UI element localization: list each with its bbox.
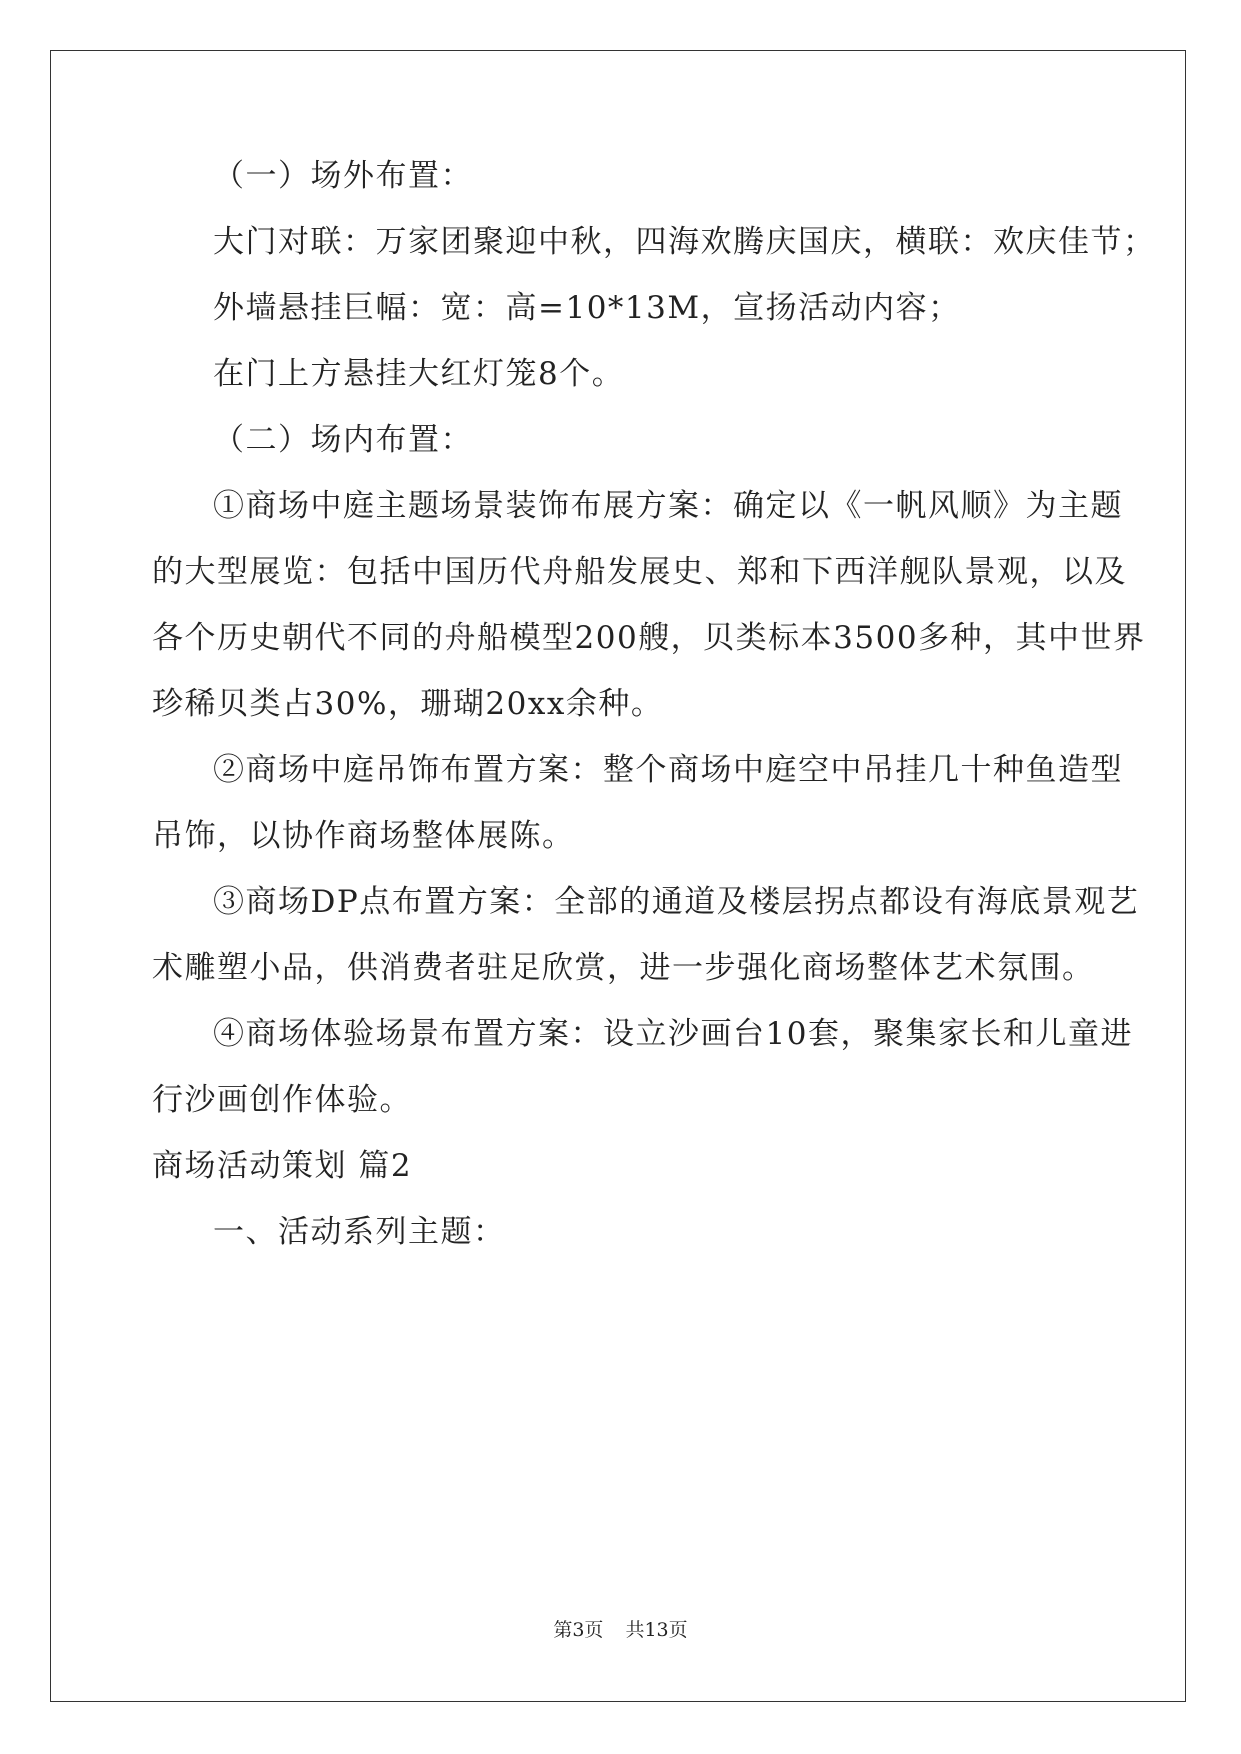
section-heading-indoor: （二）场内布置： [213,422,473,458]
paragraph-line: 在门上方悬挂大红灯笼8个。 [213,356,625,392]
section-heading-theme: 一、活动系列主题： [213,1214,506,1250]
paragraph-line: 大门对联：万家团聚迎中秋，四海欢腾庆国庆，横联：欢庆佳节； [213,224,1156,260]
paragraph-line: 外墙悬挂巨幅：宽：高=10*13M，宣扬活动内容； [213,290,961,326]
paragraph-line: ③商场DP点布置方案：全部的通道及楼层拐点都设有海底景观艺 [213,884,1140,920]
section-heading-outdoor: （一）场外布置： [213,158,473,194]
article-title: 商场活动策划 篇2 [152,1148,413,1184]
paragraph-line: 术雕塑小品，供消费者驻足欣赏，进一步强化商场整体艺术氛围。 [152,950,1095,986]
paragraph-line: ②商场中庭吊饰布置方案：整个商场中庭空中吊挂几十种鱼造型 [213,752,1123,788]
paragraph-line: 各个历史朝代不同的舟船模型200艘，贝类标本3500多种，其中世界 [152,620,1146,656]
paragraph-line: 行沙画创作体验。 [152,1082,412,1118]
paragraph-line: 的大型展览：包括中国历代舟船发展史、郑和下西洋舰队景观，以及 [152,554,1127,590]
page-number: 第3页 [553,1619,604,1641]
paragraph-line: 吊饰，以协作商场整体展陈。 [152,818,575,854]
page-total: 共13页 [625,1619,688,1641]
page-footer [0,1615,1241,1642]
paragraph-line: 珍稀贝类占30%，珊瑚20xx余种。 [152,686,664,722]
paragraph-line: ①商场中庭主题场景装饰布展方案：确定以《一帆风顺》为主题 [213,488,1123,524]
paragraph-line: ④商场体验场景布置方案：设立沙画台10套，聚集家长和儿童进 [213,1016,1133,1052]
